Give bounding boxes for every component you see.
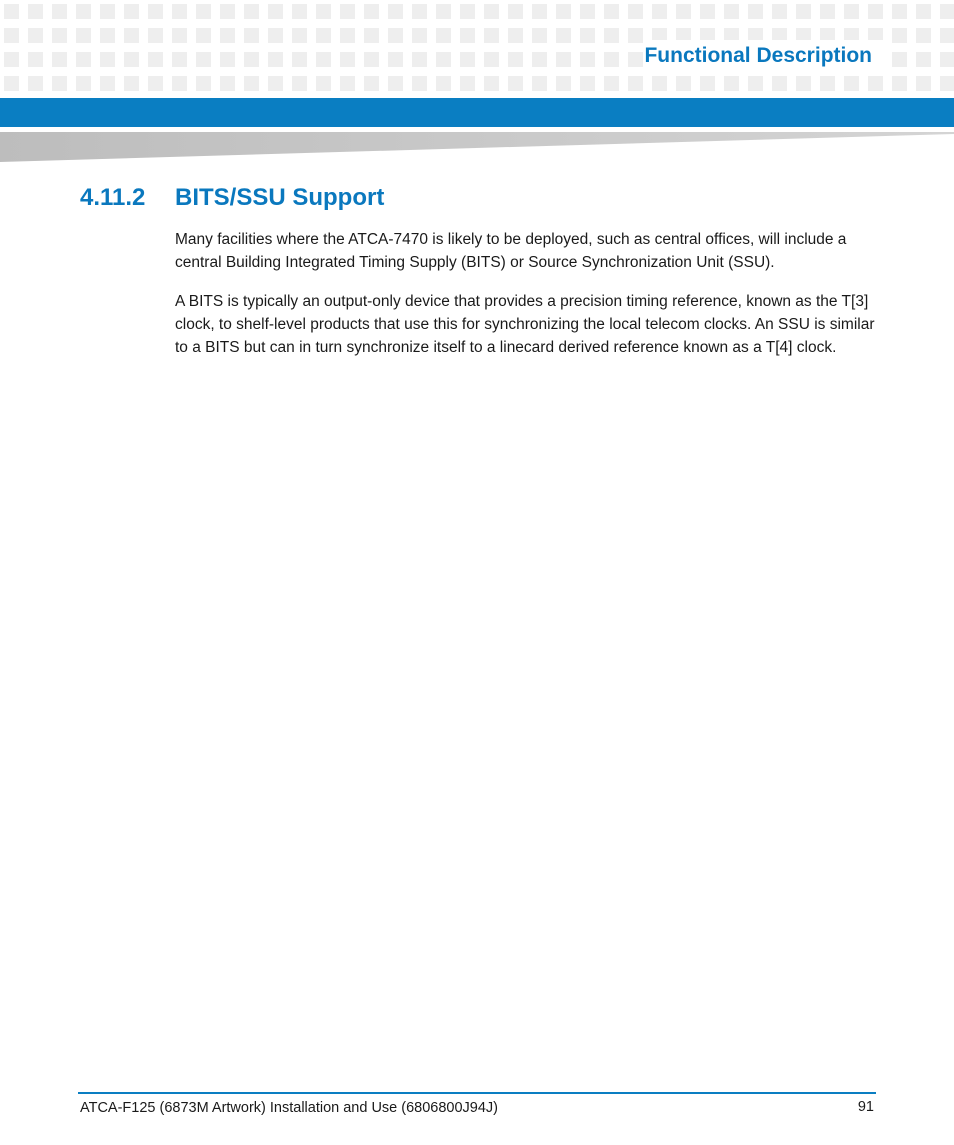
chapter-title: Functional Description: [644, 44, 872, 67]
header-grey-wedge: [0, 132, 954, 162]
paragraph-2: A BITS is typically an output-only device that provides a precision timing reference, known as the T[3] clock, to shelf-level products that use this for synchronizing the local telecom clocks. An SSU is similar to a BITS but can in turn synchronize itself to a linecard derived reference known as a T[4] clock.: [175, 293, 875, 356]
section-title: BITS/SSU Support: [175, 184, 385, 211]
header-blue-band: [0, 98, 954, 127]
page-number: 91: [857, 1099, 874, 1115]
section-heading: [80, 182, 384, 214]
footer-document-title: ATCA-F125 (6873M Artwork) Installation and Use (6806800J94J): [80, 1100, 499, 1116]
section-number: 4.11.2: [80, 184, 146, 211]
paragraph-1: Many facilities where the ATCA-7470 is likely to be deployed, such as central offices, will include a central Building Integrated Timing Supply (BITS) or Source Synchronization Unit (SSU).: [175, 231, 847, 271]
footer-rule: [78, 1092, 876, 1094]
